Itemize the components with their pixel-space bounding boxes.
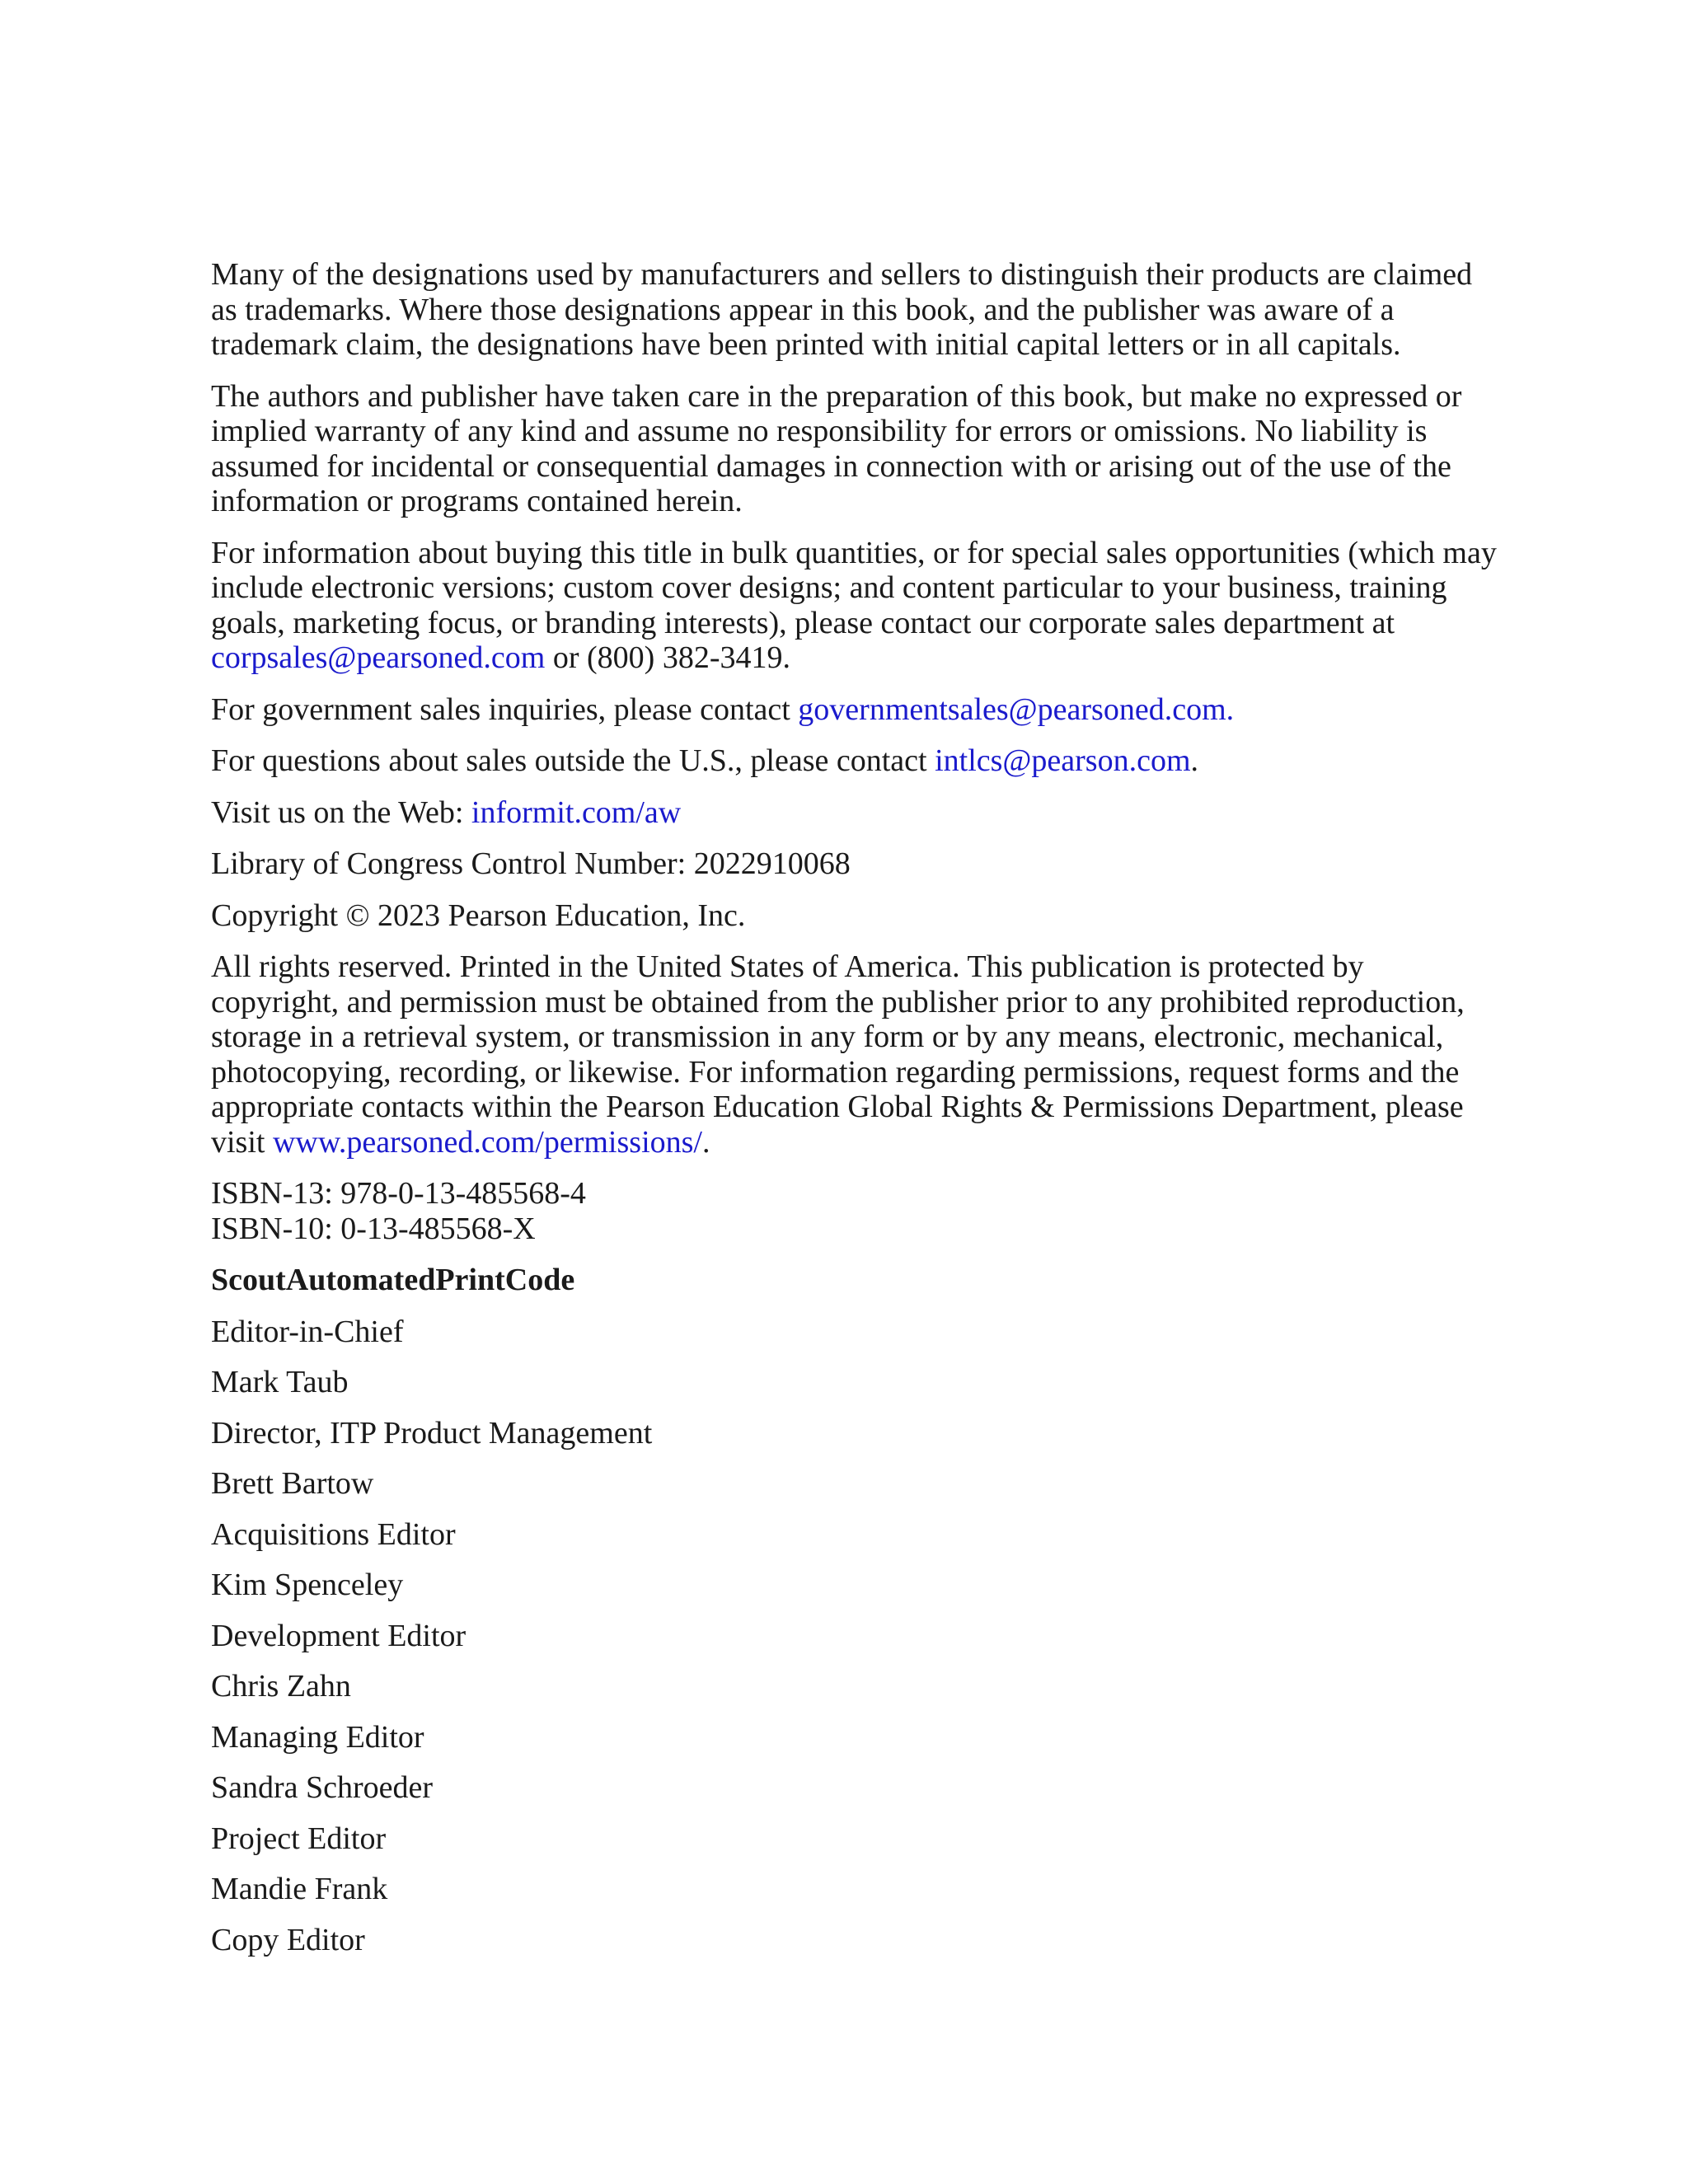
credit-role-editor-in-chief: Editor-in-Chief: [211, 1314, 404, 1349]
credit-role-acquisitions-editor: Acquisitions Editor: [211, 1516, 456, 1552]
isbn-13: ISBN-13: 978-0-13-485568-4: [211, 1176, 586, 1211]
credit-role-development-editor: Development Editor: [211, 1618, 467, 1653]
intl-sales-paragraph: [211, 743, 1497, 779]
credit-role-copy-editor: Copy Editor: [211, 1922, 365, 1957]
intl-sales-period: .: [1190, 743, 1198, 778]
intl-sales-text: For questions about sales outside the U.S., please contact: [211, 743, 935, 778]
web-text: Visit us on the Web:: [211, 794, 471, 830]
intlcs-email-link[interactable]: intlcs@pearson.com: [935, 743, 1191, 778]
copyright-line: Copyright © 2023 Pearson Education, Inc.: [211, 898, 746, 933]
permissions-link[interactable]: www.pearsoned.com/permissions/: [272, 1124, 702, 1160]
governmentsales-email-link[interactable]: [798, 692, 1234, 727]
web-paragraph: [211, 795, 1497, 831]
credit-name-kim-spenceley: Kim Spenceley: [211, 1568, 404, 1602]
isbn-block: [211, 1176, 1497, 1246]
credit-name-sandra-schroeder: Sandra Schroeder: [211, 1770, 434, 1805]
governmentsales-email: governmentsales@pearsoned.com: [798, 691, 1226, 727]
loc-control-number: Library of Congress Control Number: 2022910068: [211, 846, 851, 881]
credit-name-brett-bartow: Brett Bartow: [211, 1466, 374, 1501]
rights-period: .: [701, 1124, 710, 1160]
corpsales-email-link[interactable]: corpsales@pearsoned.com: [211, 640, 546, 675]
credit-name-mandie-frank: Mandie Frank: [211, 1872, 388, 1906]
governmentsales-period: .: [1226, 691, 1235, 727]
bulk-sales-text: For information about buying this title in bulk quantities, or for special sales opportunities (which may include electronic versions; custom cover designs; and content particular to your business, training goals, marketing focus, or branding interests), please contact our corporate sales department at: [211, 535, 1497, 640]
gov-sales-text: For government sales inquiries, please contact: [211, 691, 799, 727]
credit-name-chris-zahn: Chris Zahn: [211, 1669, 351, 1704]
copyright-page: [211, 257, 1497, 1973]
print-code: ScoutAutomatedPrintCode: [211, 1263, 575, 1297]
bulk-sales-paragraph: [211, 536, 1497, 676]
credits-list: [211, 1315, 1497, 1958]
rights-text: All rights reserved. Printed in the United States of America. This publication is protected by copyright, and permission must be obtained from the publisher prior to any prohibited reproduction, storage in a retrieval system, or transmission in any form or by any means, electronic, mechanical, photocopying, recording, or likewise. For information regarding permissions, request forms and the appropriate contacts within the Pearson Education Global Rights & Permissions Department, please visit: [211, 949, 1465, 1160]
bulk-sales-phone: or (800) 382-3419.: [545, 640, 790, 675]
rights-paragraph: [211, 949, 1497, 1160]
warranty-paragraph: The authors and publisher have taken care in the preparation of this book, but make no expressed or implied warranty of any kind and assume no responsibility for errors or omissions. No liability is assumed for incidental or consequential damages in connection with or arising out of the use of the information or programs contained herein.: [211, 378, 1462, 518]
isbn-10: ISBN-10: 0-13-485568-X: [211, 1211, 536, 1246]
gov-sales-paragraph: [211, 692, 1497, 728]
informit-link[interactable]: informit.com/aw: [471, 794, 682, 830]
credit-name-mark-taub: Mark Taub: [211, 1365, 349, 1399]
credit-role-director-itp: Director, ITP Product Management: [211, 1415, 653, 1451]
credit-role-managing-editor: Managing Editor: [211, 1719, 424, 1755]
credit-role-project-editor: Project Editor: [211, 1821, 387, 1856]
trademarks-paragraph: Many of the designations used by manufacturers and sellers to distinguish their products are claimed as trademarks. Where those designations appear in this book, and the publisher was aware of a trademark claim, the designations have been printed with initial capital letters or in all capitals.: [211, 257, 1473, 362]
